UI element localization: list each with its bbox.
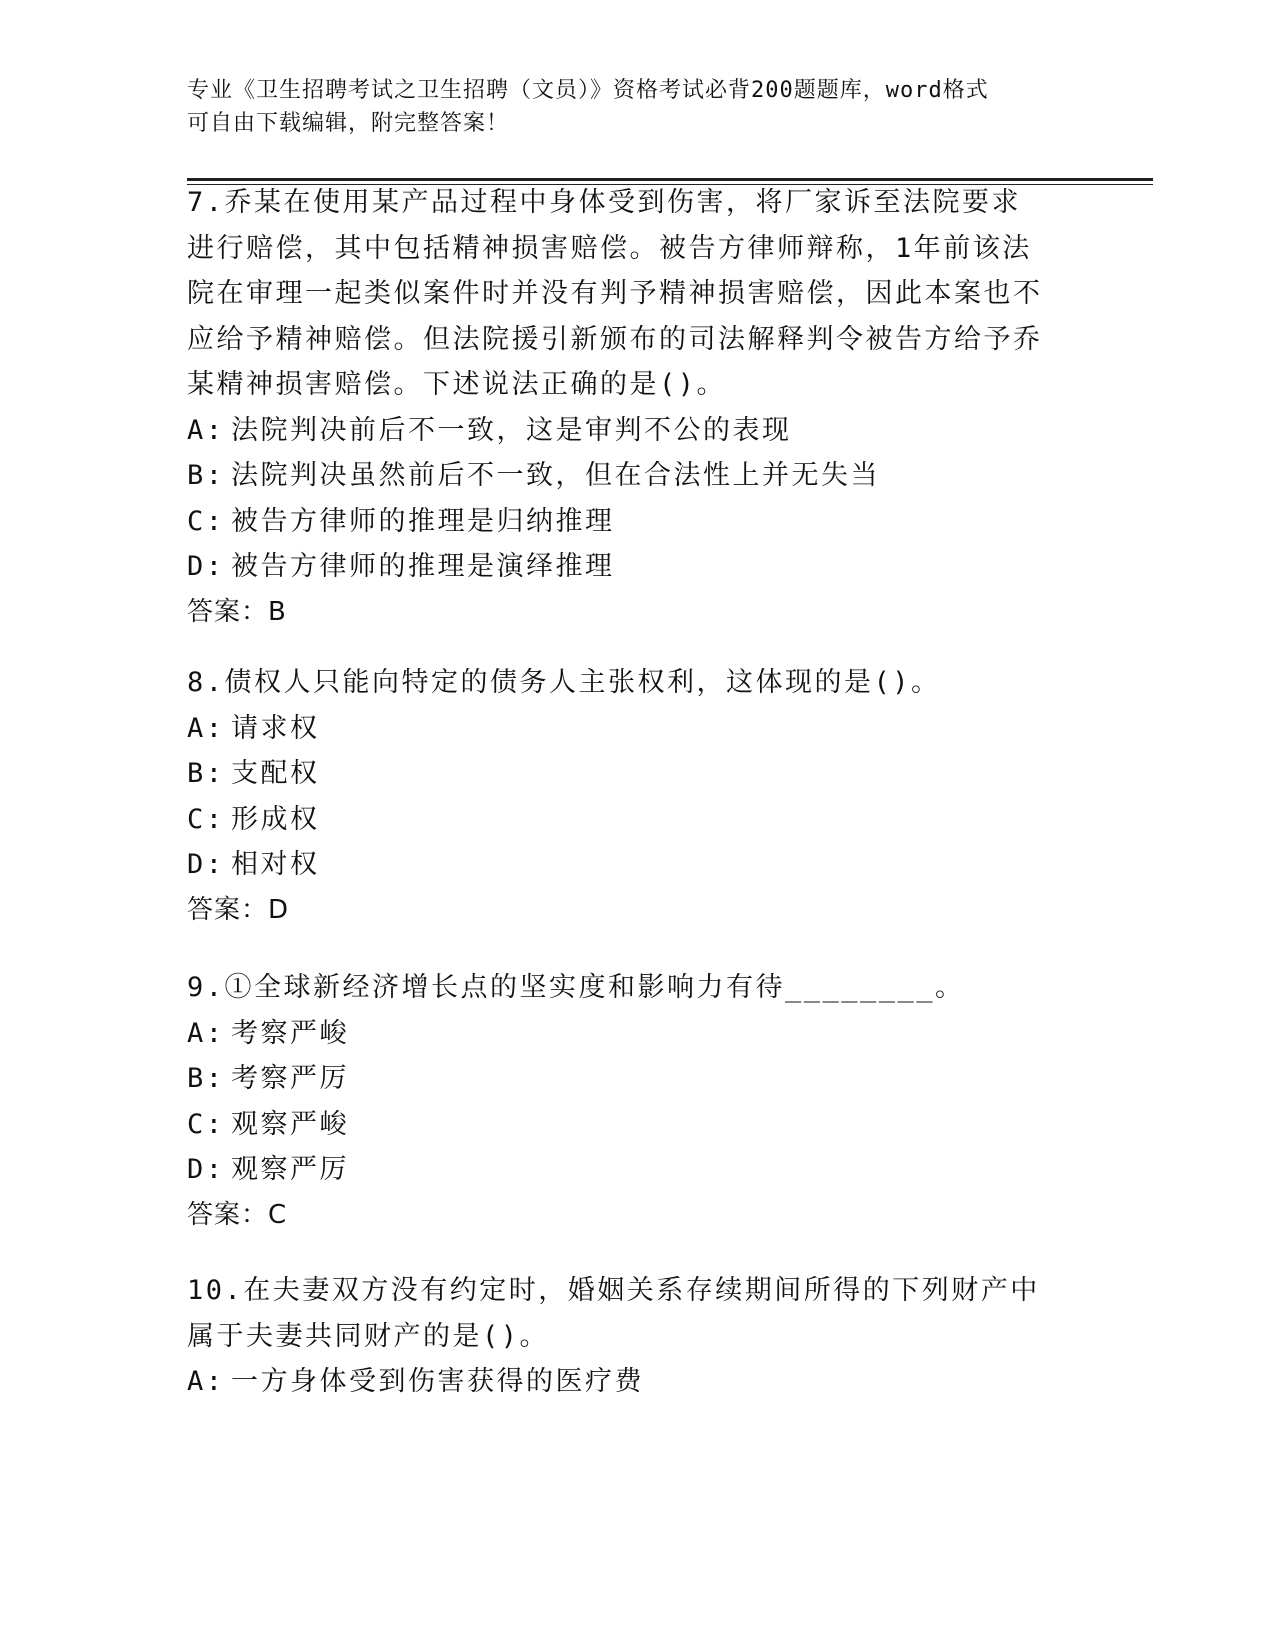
option-letter: B:: [187, 460, 225, 491]
option-d: [187, 544, 1047, 590]
option-b: [187, 751, 1087, 797]
option-letter: A:: [187, 712, 225, 744]
option-text: 考察严峻: [231, 1017, 349, 1049]
option-b: [187, 453, 1047, 499]
question-stem: 9.①全球新经济增长点的坚实度和影响力有待________。: [187, 972, 965, 1003]
option-text: 观察严峻: [231, 1108, 349, 1140]
question-8: [187, 660, 1087, 933]
option-text: 法院判决前后不一致，这是审判不公的表现: [231, 414, 792, 446]
option-text: 被告方律师的推理是归纳推理: [231, 505, 615, 537]
option-letter: D:: [187, 1154, 225, 1185]
header-line-2: 可自由下载编辑，附完整答案！: [187, 111, 510, 136]
question-stem: 10.在夫妻双方没有约定时，婚姻关系存续期间所得的下列财产中属于夫妻共同财产的是()。: [187, 1275, 1040, 1352]
option-text: 法院判决虽然前后不一致，但在合法性上并无失当: [231, 460, 880, 491]
option-a: [187, 408, 1047, 454]
question-10: [187, 1268, 1047, 1405]
option-text: 请求权: [231, 712, 320, 744]
option-letter: D:: [187, 551, 225, 582]
option-letter: C:: [187, 803, 225, 835]
option-letter: C:: [187, 505, 225, 537]
option-letter: B:: [187, 758, 225, 789]
option-letter: A:: [187, 414, 225, 446]
option-d: [187, 842, 1087, 888]
option-letter: D:: [187, 849, 225, 880]
option-d: [187, 1147, 1087, 1193]
header-line-1: 专业《卫生招聘考试之卫生招聘（文员）》资格考试必背200题题库，word格式: [187, 78, 989, 103]
option-text: 相对权: [231, 849, 320, 880]
answer-key: 答案：B: [187, 596, 287, 627]
option-text: 一方身体受到伤害获得的医疗费: [231, 1366, 644, 1397]
answer-key: 答案：D: [187, 894, 290, 925]
option-letter: C:: [187, 1108, 225, 1140]
option-text: 形成权: [231, 803, 320, 835]
answer-key: 答案：C: [187, 1199, 288, 1230]
option-c: [187, 499, 1047, 545]
option-letter: A:: [187, 1366, 225, 1397]
document-header: [187, 74, 1087, 140]
option-letter: A:: [187, 1017, 225, 1049]
option-a: [187, 1359, 1047, 1405]
option-text: 被告方律师的推理是演绎推理: [231, 551, 615, 582]
option-a: [187, 706, 1087, 752]
option-text: 考察严厉: [231, 1063, 349, 1094]
question-7: [187, 180, 1047, 635]
option-text: 支配权: [231, 758, 320, 789]
question-stem: 7.乔某在使用某产品过程中身体受到伤害，将厂家诉至法院要求进行赔偿，其中包括精神损害赔偿。被告方律师辩称，1年前该法院在审理一起类似案件时并没有判予精神损害赔偿，因此本案也不应给予精神赔偿。但法院援引新颁布的司法解释判令被告方给予乔某精神损害赔偿。下述说法正确的是()。: [187, 187, 1043, 400]
option-text: 观察严厉: [231, 1154, 349, 1185]
option-b: [187, 1056, 1087, 1102]
option-c: [187, 797, 1087, 843]
option-c: [187, 1102, 1087, 1148]
option-letter: B:: [187, 1063, 225, 1094]
question-9: [187, 965, 1087, 1238]
option-a: [187, 1011, 1087, 1057]
question-stem: 8.债权人只能向特定的债务人主张权利，这体现的是()。: [187, 667, 941, 698]
